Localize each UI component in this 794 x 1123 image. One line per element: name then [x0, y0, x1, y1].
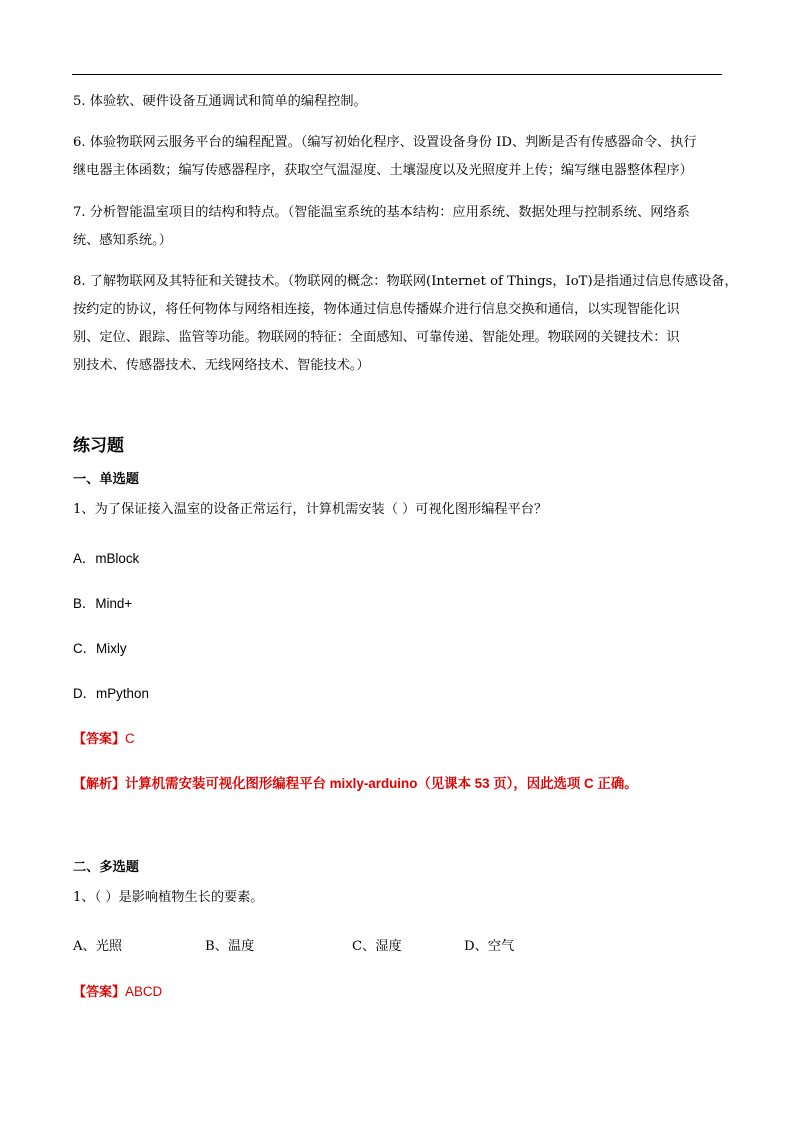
single-question: 1、为了保证接入温室的设备正常运行，计算机需安装（ ）可视化图形编程平台？ — [73, 502, 548, 517]
answer-value: ABCD — [125, 984, 163, 999]
single-option-a: A．mBlock — [73, 551, 140, 566]
multi-answer — [73, 981, 162, 1000]
single-option-b: B．Mind+ — [73, 596, 133, 611]
header-rule — [72, 74, 722, 75]
single-option-c: C．Mixly — [73, 641, 127, 656]
analysis-tag: 【解析】 — [73, 777, 126, 792]
single-answer — [73, 728, 135, 747]
objective-8-line-4: 别技术、传感器技术、无线网络技术、智能技术。） — [73, 358, 370, 373]
objective-6-line-2: 继电器主体函数；编写传感器程序，获取空气温湿度、土壤湿度以及光照度并上传；编写继电器整体程序） — [73, 163, 693, 178]
answer-tag: 【答案】 — [73, 985, 126, 1000]
objective-6-line-1: 6. 体验物联网云服务平台的编程配置。（编写初始化程序、设置设备身份 ID、判断是否有传感器命令、执行 — [73, 135, 697, 150]
multi-option-a: A、光照 — [73, 939, 123, 954]
multi-option-d: D、空气 — [464, 939, 515, 954]
objective-8-line-2: 按约定的协议，将任何物体与网络相连接，物体通过信息传播媒介进行信息交换和通信，以实现智能化识 — [73, 302, 680, 317]
objective-8-line-1: 8. 了解物联网及其特征和关键技术。（物联网的概念：物联网(Internet of Things，IoT)是指通过信息传感设备， — [73, 274, 738, 289]
objective-7-line-1: 7. 分析智能温室项目的结构和特点。（智能温室系统的基本结构：应用系统、数据处理与控制系统、网络系 — [73, 205, 690, 220]
exercises-title: 练习题 — [73, 436, 124, 456]
objective-5: 5. 体验软、硬件设备互通调试和简单的编程控制。 — [73, 94, 367, 109]
single-option-d: D．mPython — [73, 686, 149, 701]
answer-value: C — [125, 731, 135, 746]
multi-question: 1、（ ）是影响植物生长的要素。 — [73, 890, 264, 905]
multi-option-c: C、湿度 — [352, 939, 402, 954]
multi-choice-heading: 二、多选题 — [73, 860, 139, 875]
single-analysis — [73, 773, 638, 792]
analysis-text: 计算机需安装可视化图形编程平台 mixly-arduino（见课本 53 页），因此选项 C 正确。 — [125, 776, 638, 791]
single-choice-heading: 一、单选题 — [73, 472, 139, 487]
answer-tag: 【答案】 — [73, 732, 126, 747]
multi-option-b: B、温度 — [205, 939, 255, 954]
objective-7-line-2: 统、感知系统。） — [73, 233, 172, 248]
objective-8-line-3: 别、定位、跟踪、监管等功能。物联网的特征：全面感知、可靠传递、智能处理。物联网的关键技术：识 — [73, 330, 680, 345]
